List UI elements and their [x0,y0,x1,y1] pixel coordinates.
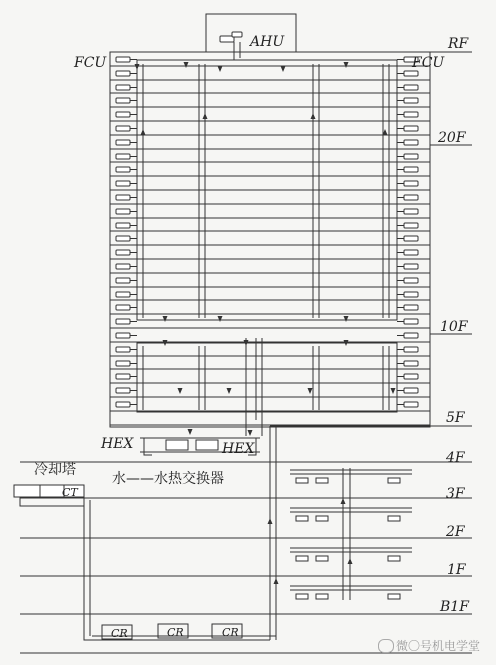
fcu-unit-right [404,264,418,269]
ahu-label: AHU [250,34,285,50]
hex-unit-2 [196,440,218,450]
cooling-tower-unit-1 [14,485,40,497]
podium-unit-mid [316,594,328,599]
fcu-unit-right [404,167,418,172]
fcu-unit-right [404,333,418,338]
fcu-unit-right [404,236,418,241]
cr-label-3: CR [222,626,239,639]
tower-outline [110,52,430,427]
fcu-unit-left [116,140,130,145]
main-risers-to-plant [270,426,276,640]
flow-arrow-up [274,578,279,584]
podium-unit-mid [316,556,328,561]
fcu-unit-right [404,292,418,297]
hex-label-right: HEX [222,441,255,457]
mid-central-risers [246,338,262,420]
exchanger-caption: 水——水热交换器 [112,471,224,487]
flow-arrow-down [218,316,223,322]
podium-unit-mid [316,516,328,521]
fcu-unit-right [404,319,418,324]
fcu-unit-right [404,223,418,228]
flow-arrow-up [141,129,146,135]
podium-branch-2f [290,548,412,552]
fcu-unit-left [116,112,130,117]
fcu-unit-left [116,374,130,379]
floor-label-3f: 3F [446,486,465,502]
floor-label-5f: 5F [446,410,465,426]
floor-label-b1f: B1F [440,599,469,615]
podium-unit-right [388,478,400,483]
flow-arrow-down [184,62,189,68]
floor-label-1f: 1F [447,562,466,578]
floor-label-rf: RF [448,36,469,52]
podium-unit-right [388,594,400,599]
fcu-unit-left [116,167,130,172]
podium-branch-3f [290,508,412,512]
flow-arrows [135,62,396,584]
fcu-unit-left [116,154,130,159]
fcu-unit-left [116,319,130,324]
fcu-unit-left [116,223,130,228]
fcu-unit-left [116,305,130,310]
podium-branch-4f [290,470,412,474]
cooling-tower-unit-2 [40,485,64,497]
fcu-label-left: FCU [74,55,107,71]
hex-label-left: HEX [101,436,134,452]
fcu-unit-right [404,112,418,117]
cr-label-1: CR [111,627,128,640]
fcu-unit-right [404,402,418,407]
fcu-unit-left [116,250,130,255]
podium-branch-1f [290,586,412,590]
fcu-unit-right [404,98,418,103]
flow-arrow-down [227,388,232,394]
podium-unit-right [388,516,400,521]
flow-arrow-down [344,62,349,68]
podium-units [290,470,412,599]
fcu-unit-left [116,278,130,283]
flow-arrow-up [341,498,346,504]
flow-arrow-down [391,388,396,394]
podium-unit-right [388,556,400,561]
flow-arrow-down [218,66,223,72]
fcu-unit-left [116,292,130,297]
fcu-unit-right [404,374,418,379]
flow-arrow-down [163,316,168,322]
flow-arrow-down [281,66,286,72]
fcu-label-right: FCU [412,55,445,71]
hex-unit-1 [166,440,188,450]
fcu-unit-left [116,195,130,200]
podium-risers [343,468,350,600]
fcu-units [116,32,418,407]
flow-arrow-down [248,430,253,436]
fcu-unit-left [116,333,130,338]
flow-arrow-down [188,429,193,435]
flow-arrow-up [348,558,353,564]
podium-unit-left [296,556,308,561]
hex-risers [246,420,262,436]
fcu-unit-right [404,209,418,214]
fcu-unit-left [116,71,130,76]
flow-arrow-up [311,113,316,119]
fcu-unit-right [404,154,418,159]
fcu-unit-right [404,181,418,186]
watermark-logo-icon [378,639,394,653]
floor-label-10f: 10F [440,319,468,335]
ahu-risers [234,42,240,60]
watermark-text: 微〇号机电学堂 [396,639,481,653]
fcu-unit-left [116,402,130,407]
fcu-unit-left [116,236,130,241]
fcu-unit-right [404,305,418,310]
fcu-unit-left [116,347,130,352]
flow-arrow-down [308,388,313,394]
cooling-tower-label: 冷却塔 [34,462,76,478]
mid-loop-outer [137,343,397,412]
condenser-line-left [84,500,92,640]
fcu-unit-right [404,85,418,90]
fcu-unit-right [404,347,418,352]
fcu-unit-left [116,264,130,269]
flow-arrow-down [178,388,183,394]
fcu-unit-right [404,71,418,76]
fcu-unit-left [116,361,130,366]
fcu-unit-right [404,278,418,283]
podium-unit-mid [316,478,328,483]
floor-label-2f: 2F [446,524,465,540]
fcu-unit-left [116,388,130,393]
flow-arrow-up [203,113,208,119]
fcu-unit-right [404,126,418,131]
fcu-unit-right [404,388,418,393]
fcu-unit-left [116,126,130,131]
podium-unit-left [296,594,308,599]
fcu-unit-right [404,195,418,200]
fcu-unit-right [404,250,418,255]
fcu-unit-left [116,85,130,90]
cr-label-2: CR [167,626,184,639]
fcu-unit-left [116,181,130,186]
flow-arrow-up [268,518,273,524]
fcu-unit-right [404,140,418,145]
ct-label: CT [62,486,78,499]
fcu-unit-left [116,209,130,214]
fcu-unit-right [404,361,418,366]
water-risers [137,42,397,640]
floor-label-4f: 4F [446,450,465,466]
fcu-unit-left [116,98,130,103]
flow-arrow-down [135,64,140,70]
ahu-coil [232,32,242,37]
flow-arrow-down [344,316,349,322]
podium-unit-left [296,516,308,521]
podium-unit-left [296,478,308,483]
floor-label-20f: 20F [438,130,466,146]
fcu-unit-left [116,57,130,62]
